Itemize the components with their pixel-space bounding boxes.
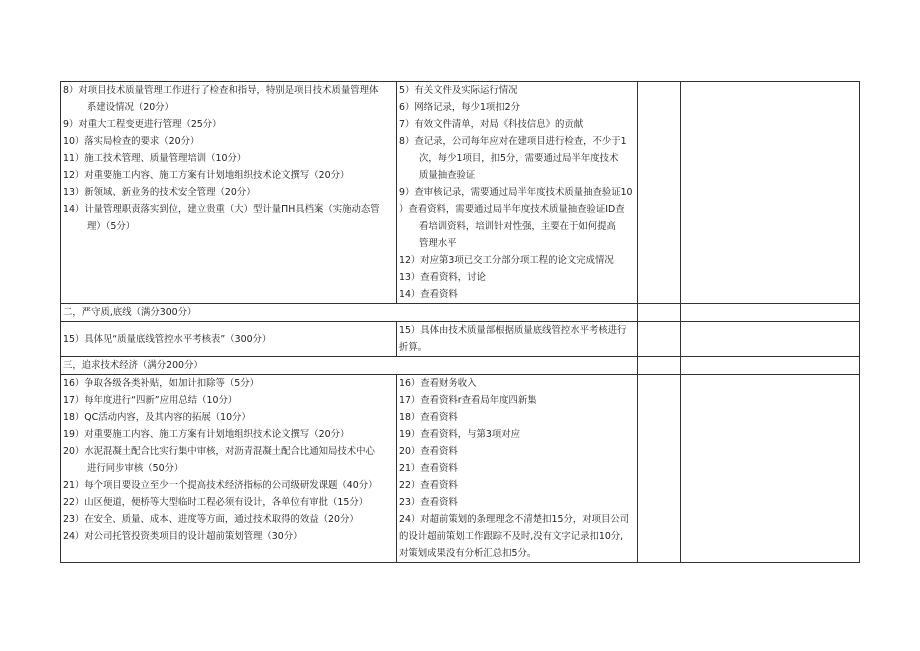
method-line: 5）有关文件及实际运行情况 <box>399 85 518 96</box>
method-line: 15）具体由技术质量部根据质量底线管控水平考核进行 <box>399 325 627 336</box>
method-line: 6）网络记录，每少1项扣2分 <box>399 102 521 113</box>
score-cell <box>638 82 681 304</box>
criteria-line: 10）落实局检查的要求（20分） <box>63 136 200 147</box>
table-row <box>61 82 860 304</box>
score-cell <box>638 375 681 563</box>
section-row <box>61 357 860 375</box>
criteria-line: 进行同步审核（50分） <box>87 463 184 474</box>
criteria-line: 11）施工技术管理、质量管理培训（10分） <box>63 153 247 164</box>
method-line: 质量抽查验证 <box>419 170 476 181</box>
method-line: 14）查看资料 <box>399 289 458 300</box>
criteria-line: 理）（5分） <box>87 221 136 232</box>
method-line: 17）查看资料r查看局年度四新集 <box>399 395 537 406</box>
method-line: 7）有效文件清单，对局《科技信息》的贡献 <box>399 119 584 130</box>
criteria-line: 13）新领域、新业务的技术安全管理（20分） <box>63 187 256 198</box>
score-cell <box>638 322 681 357</box>
method-cell <box>397 82 638 304</box>
criteria-line: 20）水泥混凝土配合比实行集中审核，对沥青混凝土配合比通知局技术中心 <box>63 446 375 457</box>
method-cell <box>397 322 638 357</box>
criteria-line: 17）每年度进行“四新”应用总结（10分） <box>63 395 238 406</box>
method-line: 折算。 <box>399 342 428 353</box>
section-title <box>61 357 638 375</box>
criteria-cell <box>61 375 397 563</box>
remark-cell <box>681 375 860 563</box>
criteria-line: 19）对重要施工内容、施工方案有计划地组织技术论文撰写（20分） <box>63 429 350 440</box>
method-cell <box>397 375 638 563</box>
method-line: 看培训资料，培训针对性强，主要在于如何提高 <box>419 221 616 232</box>
criteria-line: 15）具体见“质量底线管控水平考核表”（300分） <box>63 333 272 345</box>
method-line: 23）查看资料 <box>399 497 458 508</box>
score-cell <box>638 357 681 375</box>
remark-cell <box>681 82 860 304</box>
method-line: 12）对应第3项已交工分部分项工程的论文完成情况 <box>399 255 614 266</box>
criteria-line: 系建设情况（20分） <box>87 102 174 113</box>
method-line: 20）查看资料 <box>399 446 458 457</box>
criteria-line: 18）QC活动内容，及其内容的拓展（10分） <box>63 412 251 423</box>
remark-cell <box>681 304 860 322</box>
criteria-line: 24）对公司托管投资类项目的设计超前策划管理（30分） <box>63 531 303 542</box>
score-cell <box>638 304 681 322</box>
method-line: 次，每少1项目，扣5分，需要通过局半年度技术 <box>419 153 619 164</box>
method-line: 16）查看财务收入 <box>399 378 477 389</box>
section-row <box>61 304 860 322</box>
criteria-line: 23）在安全、质量、成本、进度等方面，通过技术取得的效益（20分） <box>63 514 359 525</box>
remark-cell <box>681 357 860 375</box>
criteria-line: 9）对重大工程变更进行管理（25分） <box>63 119 222 130</box>
table-row <box>61 322 860 357</box>
remark-cell <box>681 322 860 357</box>
criteria-line: 22）山区便道，便桥等大型临时工程必须有设计，各单位有审批（15分） <box>63 497 369 508</box>
criteria-cell <box>61 322 397 357</box>
section-title-text: 二，严守质,底线（满分300分） <box>63 307 197 318</box>
criteria-cell <box>61 82 397 304</box>
method-line: 的设计超前策划工作跟踪不及时,没有文字记录扣10分, <box>399 531 624 542</box>
method-line: 18）查看资料 <box>399 412 458 423</box>
method-line: 8）查记录，公司每年应对在建项目进行检查，不少于1 <box>399 136 627 147</box>
criteria-line: 14）计量管理职责落实到位，建立贵重（大）型计量ΠH具档案（实施动态管 <box>63 204 380 215</box>
section-title <box>61 304 638 322</box>
table-row <box>61 375 860 563</box>
method-line: 9）查审核记录，需要通过局半年度技术质量抽查验证10 <box>399 187 633 198</box>
method-line: 管理水平 <box>419 238 457 249</box>
method-line: 19）查看资料，与第3项对应 <box>399 429 521 440</box>
assessment-table <box>60 81 860 563</box>
criteria-line: 12）对重要施工内容、施工方案有计划地组织技术论文撰写（20分） <box>63 170 350 181</box>
method-line: 13）查看资料，讨论 <box>399 272 486 283</box>
section-title-text: 三，追求技术经济（满分200分） <box>63 360 203 371</box>
criteria-line: 8）对项目技术质量管理工作进行了检查和指导，特别是项目技术质量管理体 <box>63 85 379 96</box>
method-line: 对策划成果没有分析汇总扣5分。 <box>399 548 537 559</box>
criteria-line: 21）每个项目要设立至少一个提高技术经济指标的公司级研发课题（40分） <box>63 480 378 491</box>
method-line: 24）对超前策划的条理理念不清楚扣15分，对项目公司 <box>399 514 630 525</box>
method-line: 22）查看资料 <box>399 480 458 491</box>
method-line: ）查看资料，需要通过局半年度技术质量抽查验证ID查 <box>399 204 625 215</box>
method-line: 21）查看资料 <box>399 463 458 474</box>
criteria-line: 16）争取各级各类补贴，如加计扣除等（5分） <box>63 378 260 389</box>
